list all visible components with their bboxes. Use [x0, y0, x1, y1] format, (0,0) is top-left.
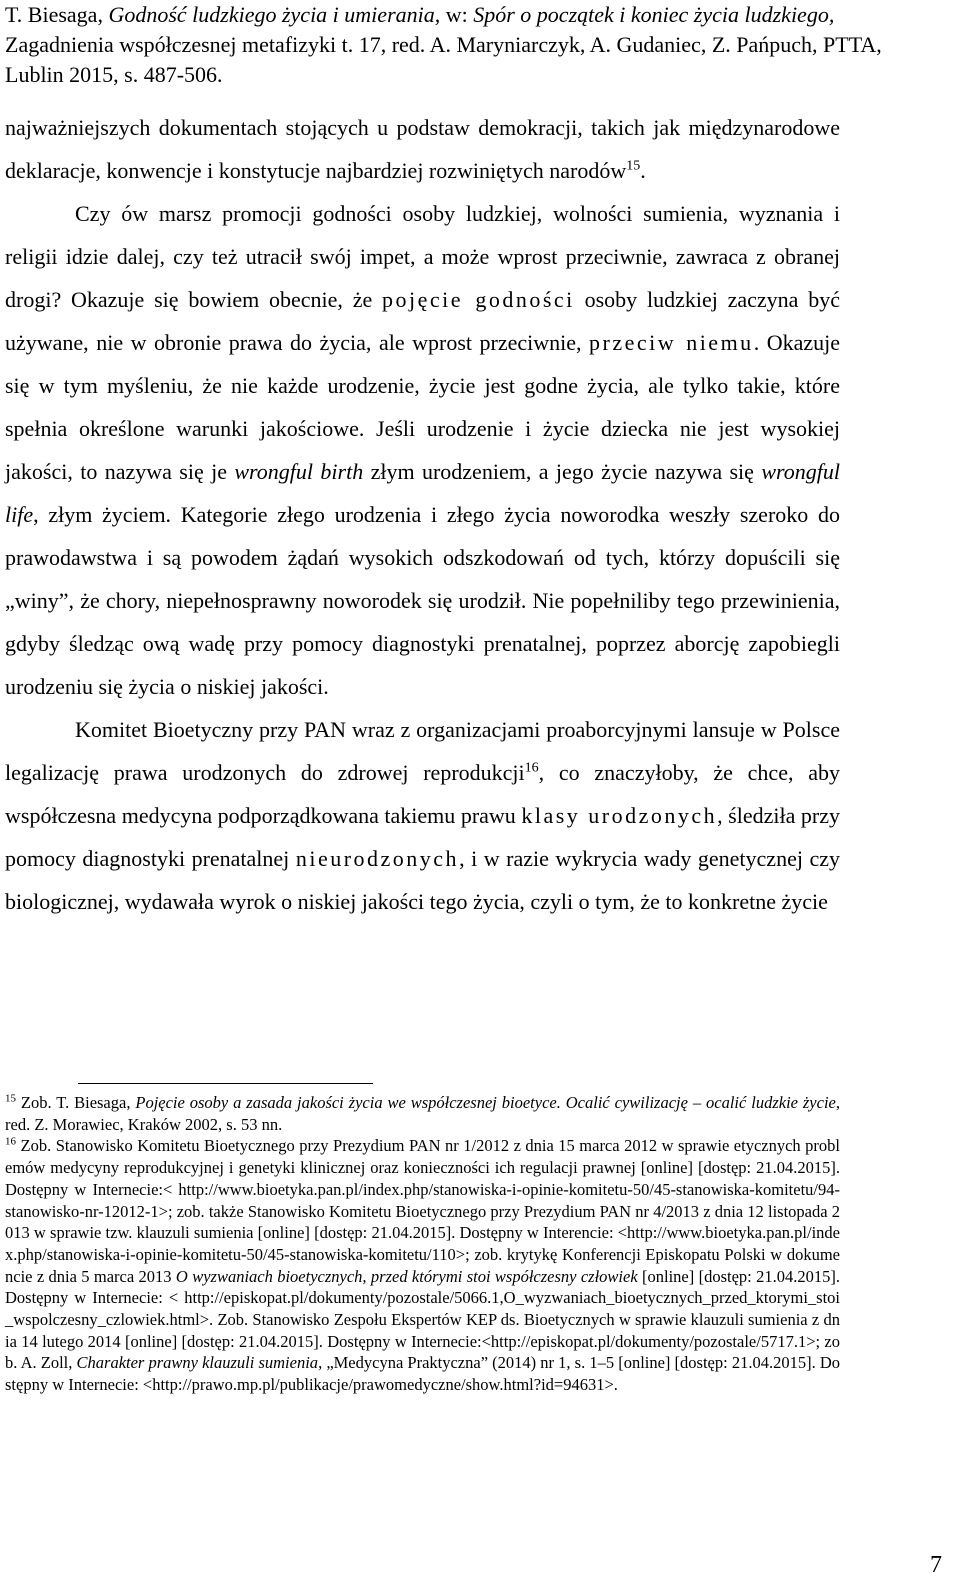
italic-term: wrongful birth	[234, 459, 364, 484]
body-text	[5, 106, 840, 923]
footnote-separator	[78, 1083, 373, 1084]
spaced-emphasis: przeciw niemu	[589, 330, 754, 355]
paragraph-2: Czy ów marsz promocji godności osoby ludzkiej, wolności sumienia, wyznania i religii idzie dalej, czy też utracił swój impet, a może wprost przeciwnie, zawraca z obranej drogi? Okazuje się bowiem obecnie, że pojęcie godności osoby ludzkiej zaczyna być używane, nie w obronie prawa do życia, ale wprost przeciwnie, przeciw niemu. Okazuje się w tym myśleniu, że nie każde urodzenie, życie jest godne życia, ale tylko takie, które spełnia określone warunki jakościowe. Jeśli urodzenie i życie dziecka nie jest wysokiej jakości, to nazywa się je wrongful birth złym urodzeniem, a jego życie nazywa się wrongful life, złym życiem. Kategorie złego urodzenia i złego życia noworodka weszły szeroko do prawodawstwa i są powodem żądań wysokich odszkodowań od tych, którzy dopuścili się „winy”, że chory, niepełnosprawny noworodek się urodził. Nie popełniliby tego przewinienia, gdyby śledząc ową wadę przy pomocy diagnostyki prenatalnej, poprzez aborcję zapobiegli urodzeniu się życia o niskiej jakości.	[5, 201, 841, 699]
footnote-ref-15[interactable]: 15	[626, 158, 641, 174]
footnote-number: 16	[5, 1135, 16, 1148]
spaced-emphasis: pojęcie godności	[382, 287, 575, 312]
paragraph-1: najważniejszych dokumentach stojących u podstaw demokracji, takich jak międzynarodowe deklaracje, konwencje i konstytucje najbardziej rozwiniętych narodów$^{15}$.	[5, 115, 840, 183]
footnote-16: $^{16}$ Zob. Stanowisko Komitetu Bioetycznego przy Prezydium PAN nr 1/2012 z dnia 15 marca 2012 w sprawie etycznych problemów medycyny reprodukcyjnej i genetyki klinicznej oraz konieczności ich regulacji prawnej [online] [dostęp: 21.04.2015]. Dostępny w Internecie:< http://www.bioetyka.pan.pl/index.php/stanowiska-i-opinie-komitetu-50/45-stanowiska-komitetu/94-stanowisko-nr-12012-1>; zob. także Stanowisko Komitetu Bioetycznego przy Prezydium PAN nr 4/2013 z dnia 12 listopada 2013 w sprawie tzw. klauzuli sumienia [online] [dostęp: 21.04.2015]. Dostępny w Interencie: <http://www.bioetyka.pan.pl/index.php/stanowiska-i-opinie-komitetu-50/45-stanowiska-komitetu/110>; zob. krytykę Konferencji Episkopatu Polski w dokumencie z dnia 5 marca 2013 O wyzwaniach bioetycznych, przed którymi stoi współczesny człowiek [online] [dostęp: 21.04.2015]. Dostępny w Internecie: < http://episkopat.pl/dokumenty/pozostale/5066.1,O_wyzwaniach_bioetycznych_przed_ktorymi_stoi_wspolczesny_czlowiek.html>. Zob. Stanowisko Zespołu Ekspertów KEP ds. Bioetycznych w sprawie klauzuli sumienia z dnia 14 lutego 2014 [online] [dostęp: 21.04.2015]. Dostępny w Internecie:<http://episkopat.pl/dokumenty/pozostale/5717.1>; zob. A. Zoll, Charakter prawny klauzuli sumienia, „Medycyna Praktyczna” (2014) nr 1, s. 1–5 [online] [dostęp: 21.04.2015]. Dostępny w Internecie: <http://prawo.mp.pl/publikacje/prawomedyczne/show.html?id=94631>.	[5, 1135, 840, 1395]
header-rest: Zagadnienia współczesnej metafizyki t. 17, red. A. Maryniarczyk, A. Gudaniec, Z. Pańpuch, PTTA, Lublin 2015, s. 487-506.	[5, 32, 882, 87]
page-number: 7	[930, 1552, 942, 1578]
spaced-emphasis: nieurodzonych	[295, 846, 460, 871]
header-title: Godność ludzkiego życia i umierania,	[108, 2, 441, 27]
italic-term: wrongful life	[5, 459, 840, 527]
paragraph-3: Komitet Bioetyczny przy PAN wraz z organizacjami proaborcyjnymi lansuje w Polsce legalizację prawa urodzonych do zdrowej reprodukcji$^{16}$, co znaczyłoby, że chce, aby współczesna medycyna podporządkowana takiemu prawu klasy urodzonych, śledziła przy pomocy diagnostyki prenatalnej nieurodzonych, i w razie wykrycia wady genetycznej czy biologicznej, wydawała wyrok o niskiej jakości tego życia, czyli o tym, że to konkretne życie	[5, 717, 841, 914]
header-mid: w:	[440, 2, 474, 27]
citation-header	[5, 0, 945, 90]
footnotes	[5, 1092, 840, 1396]
footnote-number: 15	[5, 1092, 16, 1105]
header-book: Spór o początek i koniec życia ludzkiego,	[473, 2, 835, 27]
footnote-15: $^{15}$ Zob. T. Biesaga, Pojęcie osoby a zasada jakości życia we współczesnej bioetyce. Ocalić cywilizację – ocalić ludzkie życie, red. Z. Morawiec, Kraków 2002, s. 53 nn.	[5, 1092, 840, 1134]
footnote-ref-16[interactable]: 16	[524, 760, 539, 776]
spaced-emphasis: klasy urodzonych	[521, 803, 718, 828]
header-author: T. Biesaga,	[5, 2, 109, 27]
